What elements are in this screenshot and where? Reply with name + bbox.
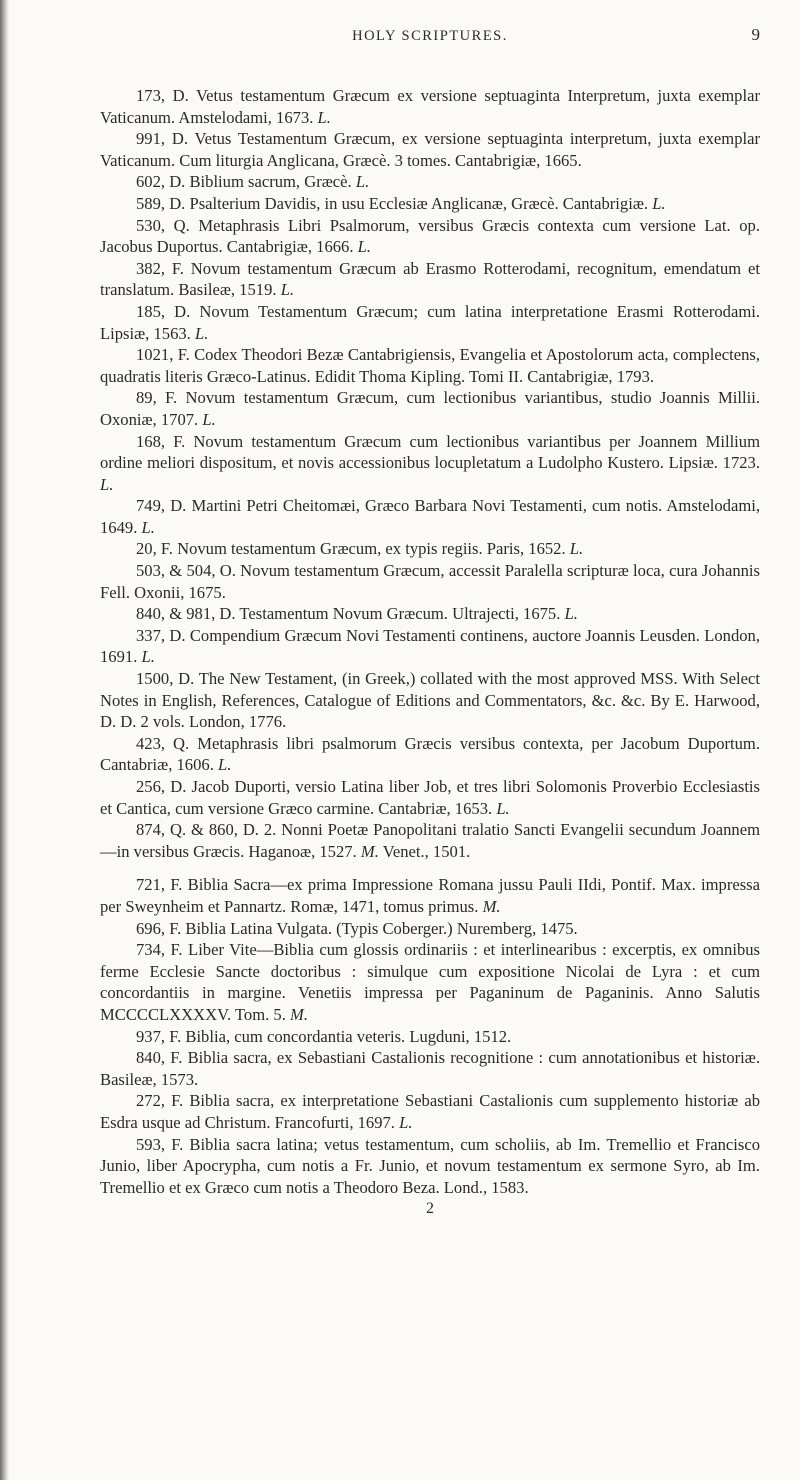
catalogue-entry <box>100 1047 760 1090</box>
catalogue-entry <box>100 918 760 940</box>
library-mark: L. <box>496 798 510 818</box>
entry-text: 593, F. Biblia sacra latina; vetus testamentum, cum scholiis, ab Im. Tremellio et Francisco Junio, liber Apocrypha, cum notis a Fr. Junio, et novum testamentum ex sermone Syro, ab Im. Tremellio et ex Græco cum notis a Theodoro Beza. Lond., 1583. <box>100 1134 760 1197</box>
library-mark: L. <box>218 755 232 775</box>
catalogue-entry <box>100 668 760 733</box>
catalogue-entry <box>100 258 760 301</box>
catalogue-entry <box>100 603 760 625</box>
entry-text: 749, D. Martini Petri Cheitomæi, Græco Barbara Novi Testamenti, cum notis. Amstelodami, 1649. <box>100 496 760 537</box>
catalogue-entry <box>100 819 760 862</box>
entry-text: 173, D. Vetus testamentum Græcum ex versione septuaginta Interpretum, juxta exemplar Vaticanum. Amstelodami, 1673. <box>100 86 760 127</box>
catalogue-entry <box>100 1134 760 1199</box>
entry-text: 503, & 504, O. Novum testamentum Græcum, accessit Paralella scripturæ loca, cura Johannis Fell. Oxonii, 1675. <box>100 561 760 602</box>
library-mark: L. <box>399 1112 413 1132</box>
binding-shadow <box>0 0 9 1480</box>
catalogue-entry <box>100 495 760 538</box>
library-mark: L. <box>194 323 209 343</box>
entry-text: 185, D. Novum Testamentum Græcum; cum latina interpretatione Erasmi Rotterodami. Lipsiæ, 1563. <box>100 301 760 343</box>
entry-text: 734, F. Liber Vite—Biblia cum glossis ordinariis : et interlinearibus : excerptis, ex omnibus ferme Ecclesie Sancte doctoribus : simulque cum expositione Nicolai de Lyra : et cum concordantiis in margine. Venetiis impressa per Paganinum de Paganinis. Anno Salutis MCCCCLXXXXV. Tom. 5. <box>100 940 760 1024</box>
library-mark: L. <box>317 107 331 127</box>
library-mark: L. <box>141 517 155 537</box>
catalogue-entry <box>100 874 760 917</box>
catalogue-entry <box>100 193 760 215</box>
catalogue-entry <box>100 1090 760 1133</box>
catalogue-entry <box>100 776 760 819</box>
catalogue-entry <box>100 85 760 128</box>
library-mark: L. <box>357 237 372 257</box>
library-mark: L. <box>569 539 584 559</box>
catalogue-entry <box>100 387 760 430</box>
entry-text: 874, Q. & 860, D. 2. Nonni Poetæ Panopolitani tralatio Sancti Evangelii secundum Joannem—in versibus Græcis. Haganoæ, 1527. <box>100 820 760 861</box>
library-mark: L. <box>355 172 370 192</box>
catalogue-entry <box>100 625 760 668</box>
library-mark: L. <box>652 193 666 213</box>
catalogue-entry <box>100 215 760 258</box>
catalogue-entry <box>100 538 760 560</box>
page-header <box>100 25 760 54</box>
library-mark: L. <box>100 474 114 494</box>
entry-text: 840, F. Biblia sacra, ex Sebastiani Castalionis recognitione : cum annotationibus et historiæ. Basileæ, 1573. <box>100 1048 760 1089</box>
library-mark: M. <box>360 841 379 861</box>
library-mark: M. <box>482 896 501 916</box>
entry-text: 256, D. Jacob Duporti, versio Latina liber Job, et tres libri Solomonis Proverbio Ecclesiastis et Cantica, cum versione Græco carmine. Cantabriæ, 1653. <box>100 777 760 818</box>
entry-tail: Venet., 1501. <box>378 841 471 861</box>
signature-mark: 2 <box>426 1200 434 1218</box>
catalogue-entries <box>100 85 760 1198</box>
entry-text: 423, Q. Metaphrasis libri psalmorum Græcis versibus contexta, per Jacobum Duportum. Cantabriæ, 1606. <box>100 733 760 775</box>
running-head: HOLY SCRIPTURES. <box>352 28 508 44</box>
catalogue-entry <box>100 939 760 1025</box>
catalogue-entry <box>100 171 760 193</box>
entry-text: 1500, D. The New Testament, (in Greek,) collated with the most approved MSS. With Select Notes in English, References, Catalogue of Editions and Commentators, &c. &c. By E. Harwood, D. D. 2 vols. London, 1776. <box>100 669 760 732</box>
catalogue-entry <box>100 431 760 496</box>
entry-text: 20, F. Novum testamentum Græcum, ex typis regiis. Paris, 1652. <box>136 539 566 559</box>
entry-text: 1021, F. Codex Theodori Bezæ Cantabrigiensis, Evangelia et Apostolorum acta, complectens, quadratis literis Græco-Latinus. Edidit Thoma Kipling. Tomi II. Cantabrigiæ, 1793. <box>100 345 760 386</box>
entry-text: 937, F. Biblia, cum concordantia veteris. Lugduni, 1512. <box>136 1026 512 1046</box>
catalogue-entry <box>100 560 760 603</box>
entry-text: 272, F. Biblia sacra, ex interpretatione Sebastiani Castalionis cum supplemento historiæ ab Esdra usque ad Christum. Francofurti, 1697. <box>100 1091 760 1132</box>
entry-text: 991, D. Vetus Testamentum Græcum, ex versione septuaginta interpretum, juxta exemplar Vaticanum. Cum liturgia Anglicana, Græcè. 3 tomes. Cantabrigiæ, 1665. <box>100 129 760 170</box>
entry-text: 696, F. Biblia Latina Vulgata. (Typis Coberger.) Nuremberg, 1475. <box>136 918 578 938</box>
entry-text: 168, F. Novum testamentum Græcum cum lectionibus variantibus per Joannem Millium ordine meliori dispositum, et novis accessionibus locupletatum a Ludolpho Kustero. Lipsiæ. 1723. <box>100 431 760 473</box>
library-mark: M. <box>290 1004 309 1024</box>
entry-text: 382, F. Novum testamentum Græcum ab Erasmo Rotterodami, recognitum, emendatum et translatum. Basileæ, 1519. <box>100 258 760 300</box>
catalogue-entry <box>100 344 760 387</box>
entry-text: 337, D. Compendium Græcum Novi Testamenti continens, auctore Joannis Leusden. London, 1691. <box>100 625 760 667</box>
catalogue-entry <box>100 1026 760 1048</box>
entry-text: 89, F. Novum testamentum Græcum, cum lectionibus variantibus, studio Joannis Millii. Oxoniæ, 1707. <box>100 388 760 429</box>
library-mark: L. <box>202 409 216 429</box>
page-number: 9 <box>751 25 760 44</box>
library-mark: L. <box>564 604 578 624</box>
entry-text: 602, D. Biblium sacrum, Græcè. <box>136 172 352 192</box>
library-mark: L. <box>141 647 155 667</box>
entry-text: 721, F. Biblia Sacra—ex prima Impressione Romana jussu Pauli IIdi, Pontif. Max. impressa per Sweynheim et Pannartz. Romæ, 1471, tomus primus. <box>100 875 760 916</box>
library-mark: L. <box>280 280 295 300</box>
entry-text: 589, D. Psalterium Davidis, in usu Ecclesiæ Anglicanæ, Græcè. Cantabrigiæ. <box>136 193 649 213</box>
entry-text: 840, & 981, D. Testamentum Novum Græcum. Ultrajecti, 1675. <box>136 604 561 624</box>
catalogue-entry <box>100 301 760 344</box>
catalogue-entry <box>100 733 760 776</box>
entry-text: 530, Q. Metaphrasis Libri Psalmorum, versibus Græcis contexta cum versione Lat. op. Jacobus Duportus. Cantabrigiæ, 1666. <box>100 215 760 257</box>
catalogue-entry <box>100 128 760 171</box>
